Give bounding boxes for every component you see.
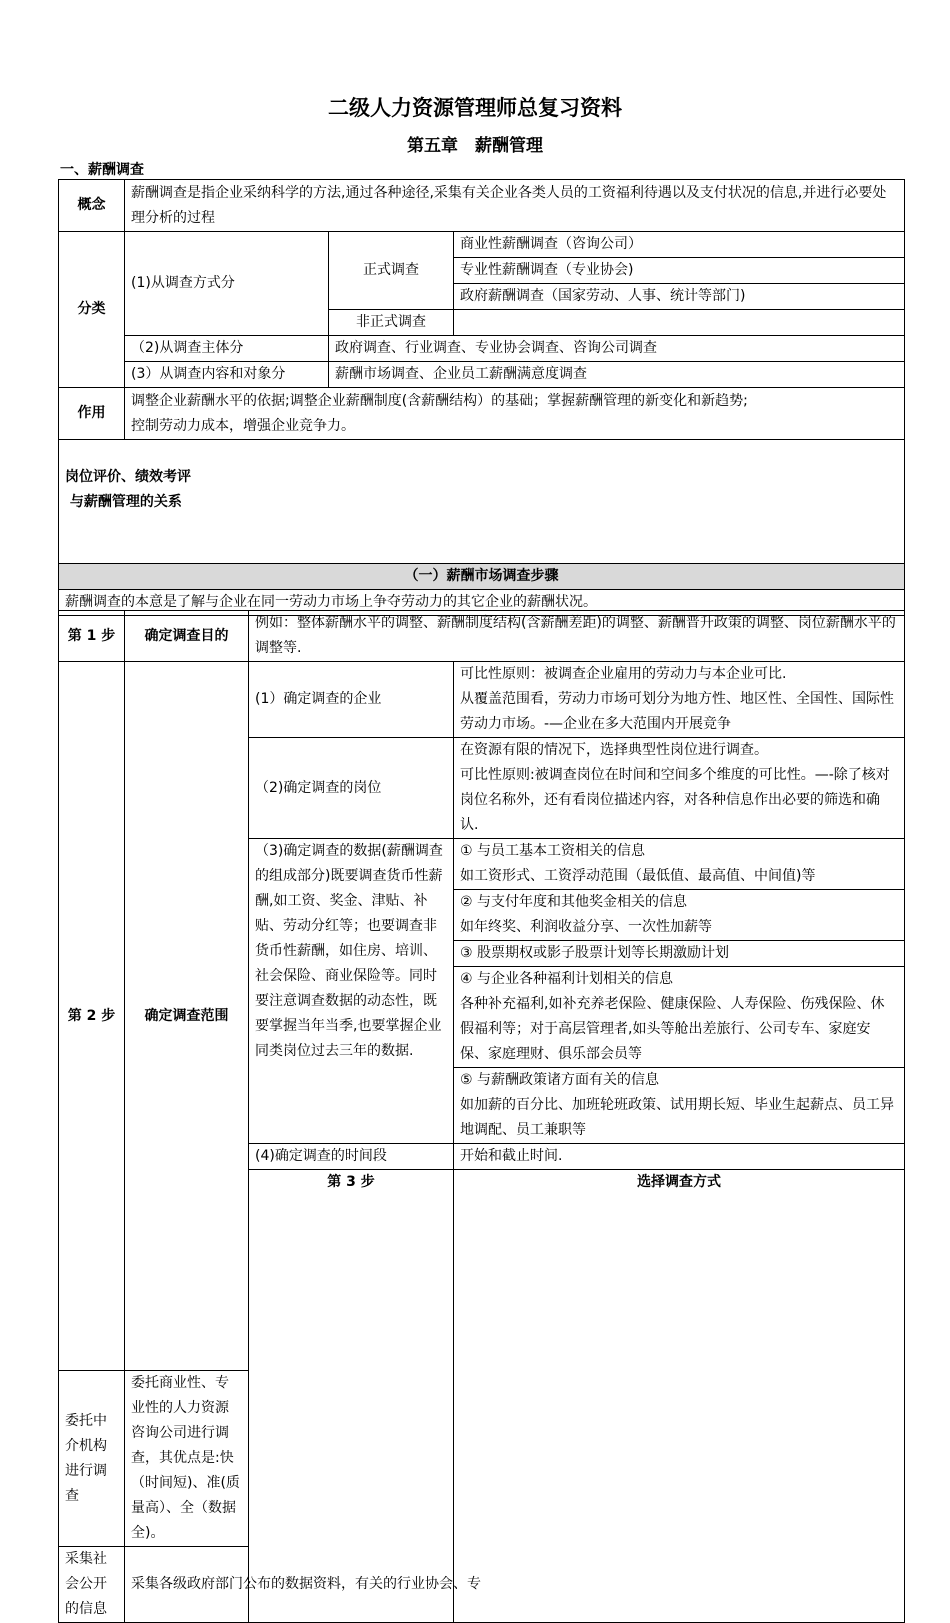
- data-item: [454, 941, 905, 967]
- data-item: [454, 839, 905, 890]
- data-item-title: ① 与员工基本工资相关的信息: [460, 843, 646, 859]
- step-name: 选择调查方式: [454, 1170, 905, 1623]
- effect-text-line: 调整企业薪酬水平的依据;调整企业薪酬制度(含薪酬结构）的基础；掌握薪酬管理的新变化和新趋势;: [131, 392, 748, 409]
- survey-way-text: 采集各级政府部门公布的数据资料，有关的行业协会、专: [125, 1547, 249, 1623]
- data-item-text: 如工资形式、工资浮动范围（最低值、最高值、中间值)等: [460, 868, 816, 884]
- informal-empty: [454, 310, 905, 336]
- text-line: 从覆盖范围看，劳动力市场可划分为地方性、地区性、全国性、国际性劳动力市场。-—企业在多大范围内开展竞争: [460, 691, 894, 732]
- table-row: [59, 388, 905, 440]
- data-item-title: ③ 股票期权或影子股票计划等长期激励计划: [460, 945, 729, 961]
- by-method-label: (1)从调查方式分: [125, 232, 329, 336]
- steps-header: （一）薪酬市场调查步骤: [59, 564, 905, 590]
- data-item: [454, 890, 905, 941]
- text-line: 可比性原则：被调查企业雇用的劳动力与本企业可比.: [460, 666, 787, 682]
- classify-label: 分类: [59, 232, 125, 388]
- data-item-title: ④ 与企业各种福利计划相关的信息: [460, 971, 674, 987]
- data-item-text: 各种补充福利,如补充养老保险、健康保险、人寿保险、伤残保险、休假福利等；对于高层管理者,如头等舱出差旅行、公司专车、家庭安保、家庭理财、俱乐部会员等: [460, 996, 885, 1062]
- data-item: [454, 967, 905, 1068]
- data-item-text: 如年终奖、利润收益分享、一次性加薪等: [460, 919, 712, 935]
- section-heading: 一、薪酬调查: [60, 162, 144, 178]
- formal-item: 商业性薪酬调查（咨询公司）: [454, 232, 905, 258]
- survey-overview-table: [58, 179, 905, 616]
- step2-sub-label: (4)确定调查的时间段: [249, 1144, 454, 1170]
- chapter-title: 第五章 薪酬管理: [407, 136, 543, 156]
- data-item: [454, 1068, 905, 1144]
- steps-intro: 薪酬调查的本意是了解与企业在同一劳动力市场上争夺劳动力的其它企业的薪酬状况。: [59, 590, 905, 616]
- survey-steps-table: [58, 610, 905, 1623]
- table-row: [59, 232, 905, 258]
- by-subject-text: 政府调查、行业调查、专业协会调查、咨询公司调查: [329, 336, 905, 362]
- table-row: [59, 336, 905, 362]
- table-row: [59, 662, 905, 738]
- step-name: 确定调查范围: [125, 662, 249, 1371]
- data-item-title: ⑤ 与薪酬政策诸方面有关的信息: [460, 1072, 660, 1088]
- text-line: 在资源有限的情况下，选择典型性岗位进行调查。: [460, 742, 768, 758]
- by-subject-label: （2)从调查主体分: [125, 336, 329, 362]
- effect-text-line: 控制劳动力成本，增强企业竞争力。: [131, 417, 355, 434]
- table-row: [59, 362, 905, 388]
- survey-way-label: 采集社会公开的信息: [59, 1547, 125, 1623]
- formal-survey-label: 正式调查: [329, 232, 454, 310]
- formal-item: 专业性薪酬调查（专业协会): [454, 258, 905, 284]
- survey-way-text: 委托商业性、专业性的人力资源咨询公司进行调查，其优点是:快（时间短)、准(质量高）、全（数据全)。: [125, 1371, 249, 1547]
- step2-sub-text: [454, 662, 905, 738]
- text-line: 可比性原则:被调查岗位在时间和空间多个维度的可比性。—-除了核对岗位名称外，还有看岗位描述内容，对各种信息作出必要的筛选和确认.: [460, 767, 890, 833]
- step2-sub-label: (1）确定调查的企业: [249, 662, 454, 738]
- formal-item: 政府薪酬调查（国家劳动、人事、统计等部门): [454, 284, 905, 310]
- step2-sub-text: 开始和截止时间.: [454, 1144, 905, 1170]
- document-title: 二级人力资源管理师总复习资料: [328, 96, 622, 120]
- survey-way-label: 委托中介机构进行调查: [59, 1371, 125, 1547]
- table-row: [59, 180, 905, 232]
- by-content-text: 薪酬市场调查、企业员工薪酬满意度调查: [329, 362, 905, 388]
- concept-text: 薪酬调查是指企业采纳科学的方法,通过各种途径,采集有关企业各类人员的工资福利待遇以及支付状况的信息,并进行必要处理分析的过程: [125, 180, 905, 232]
- relation-heading: 岗位评价、绩效考评: [65, 469, 191, 485]
- table-row: [59, 440, 905, 564]
- table-row: [59, 611, 905, 662]
- step-name: 确定调查目的: [125, 611, 249, 662]
- step-number: 第 2 步: [59, 662, 125, 1371]
- effect-cell: [125, 388, 905, 440]
- by-content-label: (3）从调查内容和对象分: [125, 362, 329, 388]
- step-number: 第 1 步: [59, 611, 125, 662]
- concept-label: 概念: [59, 180, 125, 232]
- step2-data-label: （3)确定调查的数据(薪酬调查的组成部分)既要调查货币性薪酬,如工资、奖金、津贴、补贴、劳动分红等；也要调查非货币性薪酬，如住房、培训、社会保险、商业保险等。同时要注意调查数据的动态性，既要掌握当年当季,也要掌握企业同类岗位过去三年的数据.: [249, 839, 454, 1144]
- step-text: 例如：整体薪酬水平的调整、薪酬制度结构(含薪酬差距)的调整、薪酬晋升政策的调整、岗位薪酬水平的调整等.: [249, 611, 905, 662]
- table-row: [59, 564, 905, 590]
- data-item-text: 如加薪的百分比、加班轮班政策、试用期长短、毕业生起薪点、员工异地调配、员工兼职等: [460, 1097, 894, 1138]
- data-item-title: ② 与支付年度和其他奖金相关的信息: [460, 894, 688, 910]
- relation-heading: 与薪酬管理的关系: [65, 494, 182, 510]
- step2-sub-text: [454, 738, 905, 839]
- step-number: 第 3 步: [249, 1170, 454, 1623]
- informal-survey-label: 非正式调查: [329, 310, 454, 336]
- step2-sub-label: （2)确定调查的岗位: [249, 738, 454, 839]
- effect-label: 作用: [59, 388, 125, 440]
- relation-cell: [59, 440, 905, 564]
